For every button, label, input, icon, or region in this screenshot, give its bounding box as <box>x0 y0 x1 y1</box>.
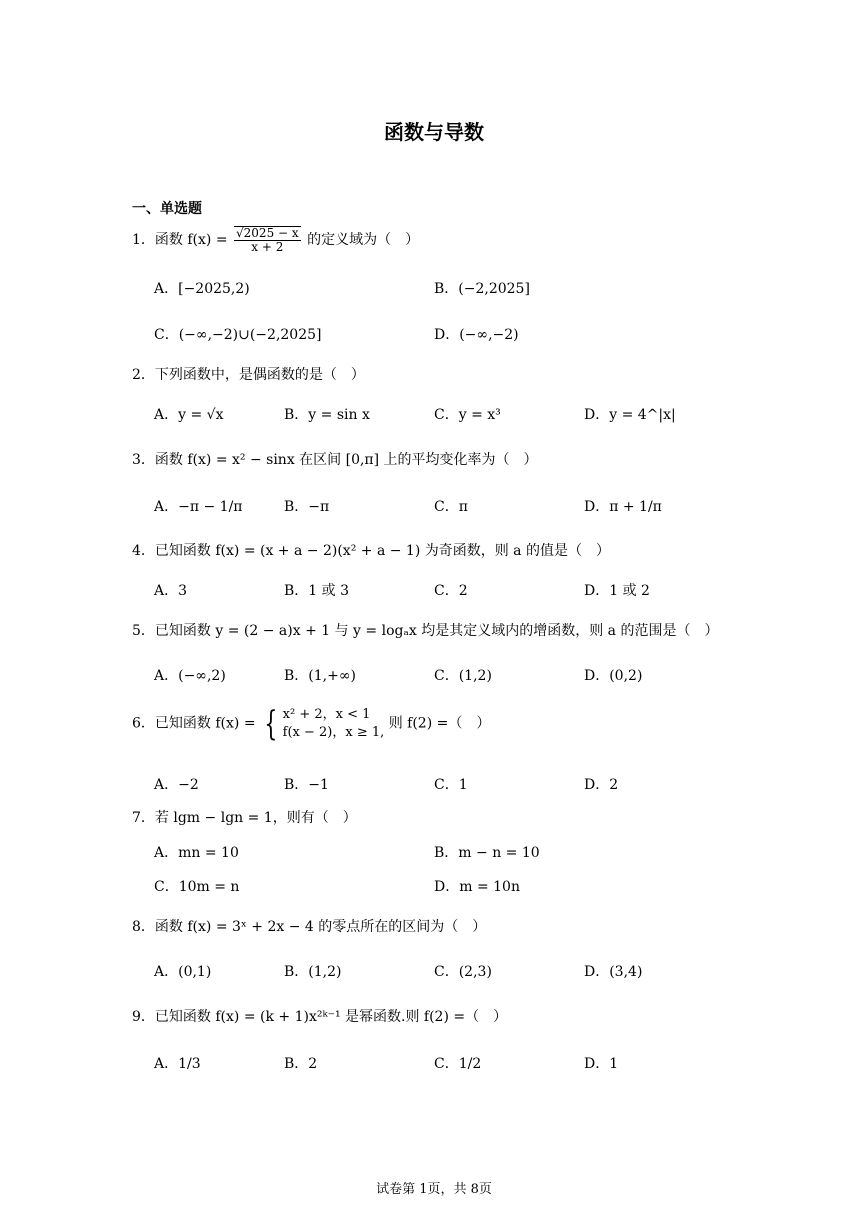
option-a[interactable]: A．mn = 10 <box>154 845 239 861</box>
option-c[interactable]: C．(2,3) <box>434 964 492 980</box>
option-d[interactable]: D．y = 4^|x| <box>584 407 676 423</box>
option-b[interactable]: B．(−2,2025] <box>434 281 530 297</box>
question-text: 函数 f(x) = <box>154 232 233 249</box>
option-d[interactable]: D．m = 10n <box>434 879 520 895</box>
option-d[interactable]: D．2 <box>584 777 619 793</box>
option-a[interactable]: A．3 <box>154 583 188 599</box>
option-a[interactable]: A．y = √x <box>154 407 224 423</box>
option-c[interactable]: C．2 <box>434 583 468 599</box>
question-number: 4． <box>132 543 155 559</box>
section-heading: 一、单选题 <box>132 201 202 217</box>
option-d[interactable]: D．π + 1/π <box>584 499 662 515</box>
question-text: 函数 f(x) = 3ˣ + 2x − 4 的零点所在的区间为（ ） <box>154 919 487 935</box>
option-b[interactable]: B．y = sin x <box>284 407 370 423</box>
option-a[interactable]: A．(−∞,2) <box>154 668 226 684</box>
option-c[interactable]: C．(1,2) <box>434 668 492 684</box>
option-c[interactable]: C．y = x³ <box>434 407 501 423</box>
option-b[interactable]: B．m − n = 10 <box>434 845 540 861</box>
question-number: 5． <box>132 623 155 639</box>
question-text: 已知函数 y = (2 − a)x + 1 与 y = logₐx 均是其定义域内的增函数，则 a 的范围是（ ） <box>154 623 719 639</box>
question-2 <box>132 364 365 384</box>
question-text: 已知函数 f(x) = (k + 1)x²ᵏ⁻¹ 是幂函数.则 f(2) =（ ） <box>154 1009 508 1025</box>
option-c[interactable]: C．1 <box>434 777 468 793</box>
option-b[interactable]: B．(1,2) <box>284 964 342 980</box>
fraction <box>234 226 301 254</box>
option-c[interactable]: C．10m = n <box>154 879 240 895</box>
question-number: 2． <box>132 367 155 383</box>
option-b[interactable]: B．(1,+∞) <box>284 668 356 684</box>
question-8 <box>132 916 486 936</box>
option-a[interactable]: A．−π − 1/π <box>154 499 243 515</box>
case-1: x² + 2，x < 1 <box>282 707 371 722</box>
fraction-denominator: x + 2 <box>251 240 284 255</box>
option-d[interactable]: D．1 或 2 <box>584 583 650 599</box>
question-3 <box>132 449 538 469</box>
option-b[interactable]: B．1 或 3 <box>284 583 350 599</box>
question-number: 3． <box>132 452 155 468</box>
question-number: 1． <box>132 232 155 249</box>
question-text: 函数 f(x) = x² − sinx 在区间 [0,π] 上的平均变化率为（ ） <box>154 452 538 468</box>
piecewise-definition <box>260 703 385 744</box>
option-b[interactable]: B．−1 <box>284 777 329 793</box>
question-4 <box>132 540 610 560</box>
option-a[interactable]: A．(0,1) <box>154 964 212 980</box>
question-1 <box>132 226 419 254</box>
option-c[interactable]: C．1/2 <box>434 1056 482 1072</box>
option-d[interactable]: D．1 <box>584 1056 619 1072</box>
option-a[interactable]: A．[−2025,2) <box>154 281 250 297</box>
option-c[interactable]: C．(−∞,−2)∪(−2,2025] <box>154 327 322 343</box>
option-a[interactable]: A．−2 <box>154 777 199 793</box>
page-footer: 试卷第 1页，共 8页 <box>376 1182 492 1197</box>
option-b[interactable]: B．2 <box>284 1056 318 1072</box>
question-7 <box>132 807 357 827</box>
option-d[interactable]: D．(−∞,−2) <box>434 327 519 343</box>
question-text: 若 lgm − lgn = 1，则有（ ） <box>154 810 357 826</box>
question-5 <box>132 620 718 640</box>
question-text: 则 f(2) =（ ） <box>384 715 491 732</box>
question-text: 的定义域为（ ） <box>302 232 420 249</box>
brace-icon: { <box>264 703 278 744</box>
question-number: 9． <box>132 1009 155 1025</box>
option-d[interactable]: D．(0,2) <box>584 668 643 684</box>
option-d[interactable]: D．(3,4) <box>584 964 643 980</box>
case-2: f(x − 2)，x ≥ 1, <box>282 724 385 740</box>
question-number: 6． <box>132 715 155 732</box>
question-9 <box>132 1006 507 1026</box>
option-a[interactable]: A．1/3 <box>154 1056 201 1072</box>
question-text: 下列函数中，是偶函数的是（ ） <box>154 367 365 383</box>
question-number: 7． <box>132 810 155 826</box>
option-b[interactable]: B．−π <box>284 499 330 515</box>
question-text: 已知函数 f(x) = (x + a − 2)(x² + a − 1) 为奇函数，则 a 的值是（ ） <box>154 543 610 559</box>
question-text: 已知函数 f(x) = <box>154 715 261 732</box>
fraction-numerator: √2025 − x <box>236 226 299 240</box>
page-title: 函数与导数 <box>384 120 484 144</box>
question-6 <box>132 703 491 744</box>
question-number: 8． <box>132 919 155 935</box>
option-c[interactable]: C．π <box>434 499 468 515</box>
